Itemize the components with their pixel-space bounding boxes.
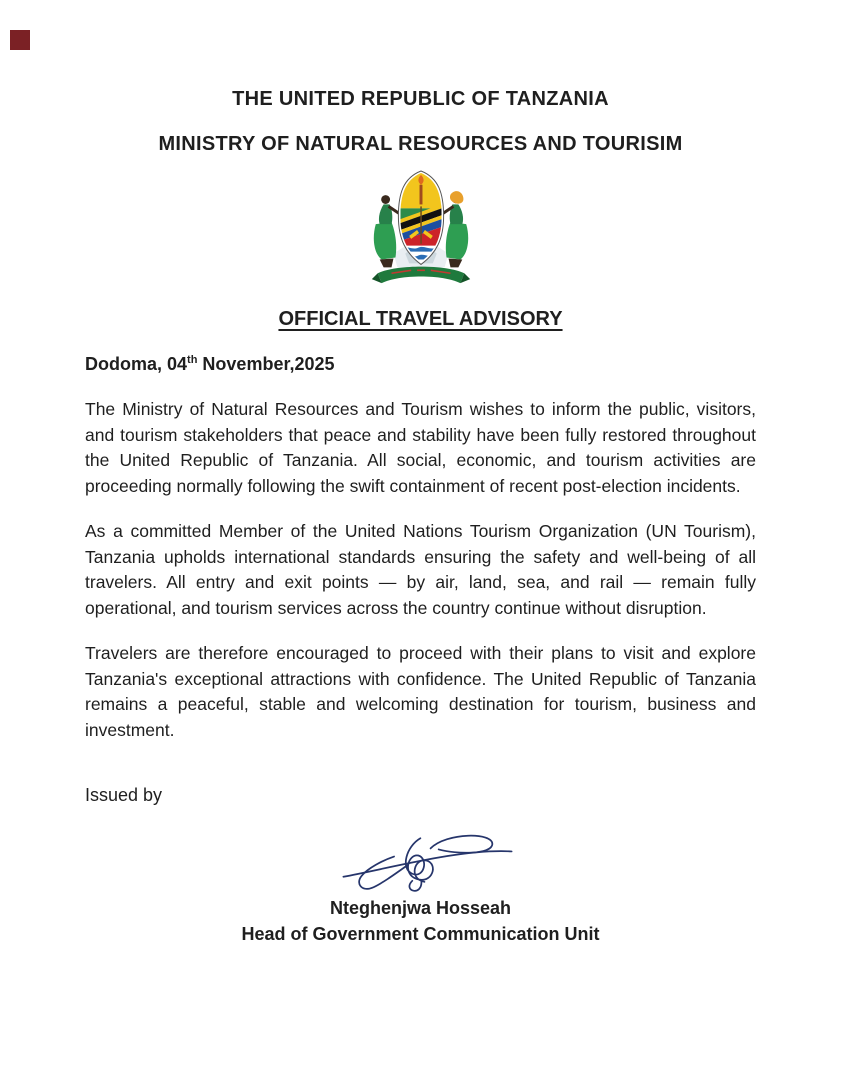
- signer-name: Nteghenjwa Hosseah: [329, 898, 512, 918]
- page-title-ministry: MINISTRY OF NATURAL RESOURCES AND TOURISIM: [158, 133, 683, 155]
- page-title-country: THE UNITED REPUBLIC OF TANZANIA: [232, 88, 609, 110]
- paragraph-standards: As a committed Member of the United Nations Tourism Organization (UN Tourism), Tanzania upholds international standards ensuring the safety and well-being of all travelers. All entry and exit points — by air, land, sea, and rail — remain fully operational, and tourism services across the country continue without disruption.: [85, 521, 756, 618]
- dateline: [85, 354, 841, 375]
- dateline-prefix: Dodoma, 04: [85, 354, 188, 374]
- signature-container: [0, 818, 841, 896]
- tanzania-coat-of-arms-icon: [362, 165, 480, 295]
- emblem-container: [0, 165, 841, 297]
- paragraph-encouragement: Travelers are therefore encouraged to proceed with their plans to visit and explore Tanzania's exceptional attractions with confidence. The United Republic of Tanzania remains a peaceful, stable and welcoming destination for tourism, business and investment.: [85, 643, 756, 740]
- dateline-suffix: November,2025: [197, 354, 335, 374]
- signer-role: Head of Government Communication Unit: [241, 924, 600, 944]
- dateline-ordinal: th: [187, 354, 198, 366]
- paragraph-restoration: The Ministry of Natural Resources and Tourism wishes to inform the public, visitors, and tourism stakeholders that peace and stability have been fully restored throughout the United Republic of Tanzania. All social, economic, and tourism activities are proceeding normally following the swift containment of recent post-election incidents.: [85, 399, 756, 496]
- advisory-heading: [0, 308, 841, 331]
- advisory-heading-text: OFFICIAL TRAVEL ADVISORY: [278, 308, 563, 330]
- scan-artifact-square: [10, 30, 30, 50]
- handwritten-signature-icon: [340, 818, 515, 894]
- body-text: [85, 397, 756, 743]
- issued-by-label: Issued by: [85, 785, 163, 805]
